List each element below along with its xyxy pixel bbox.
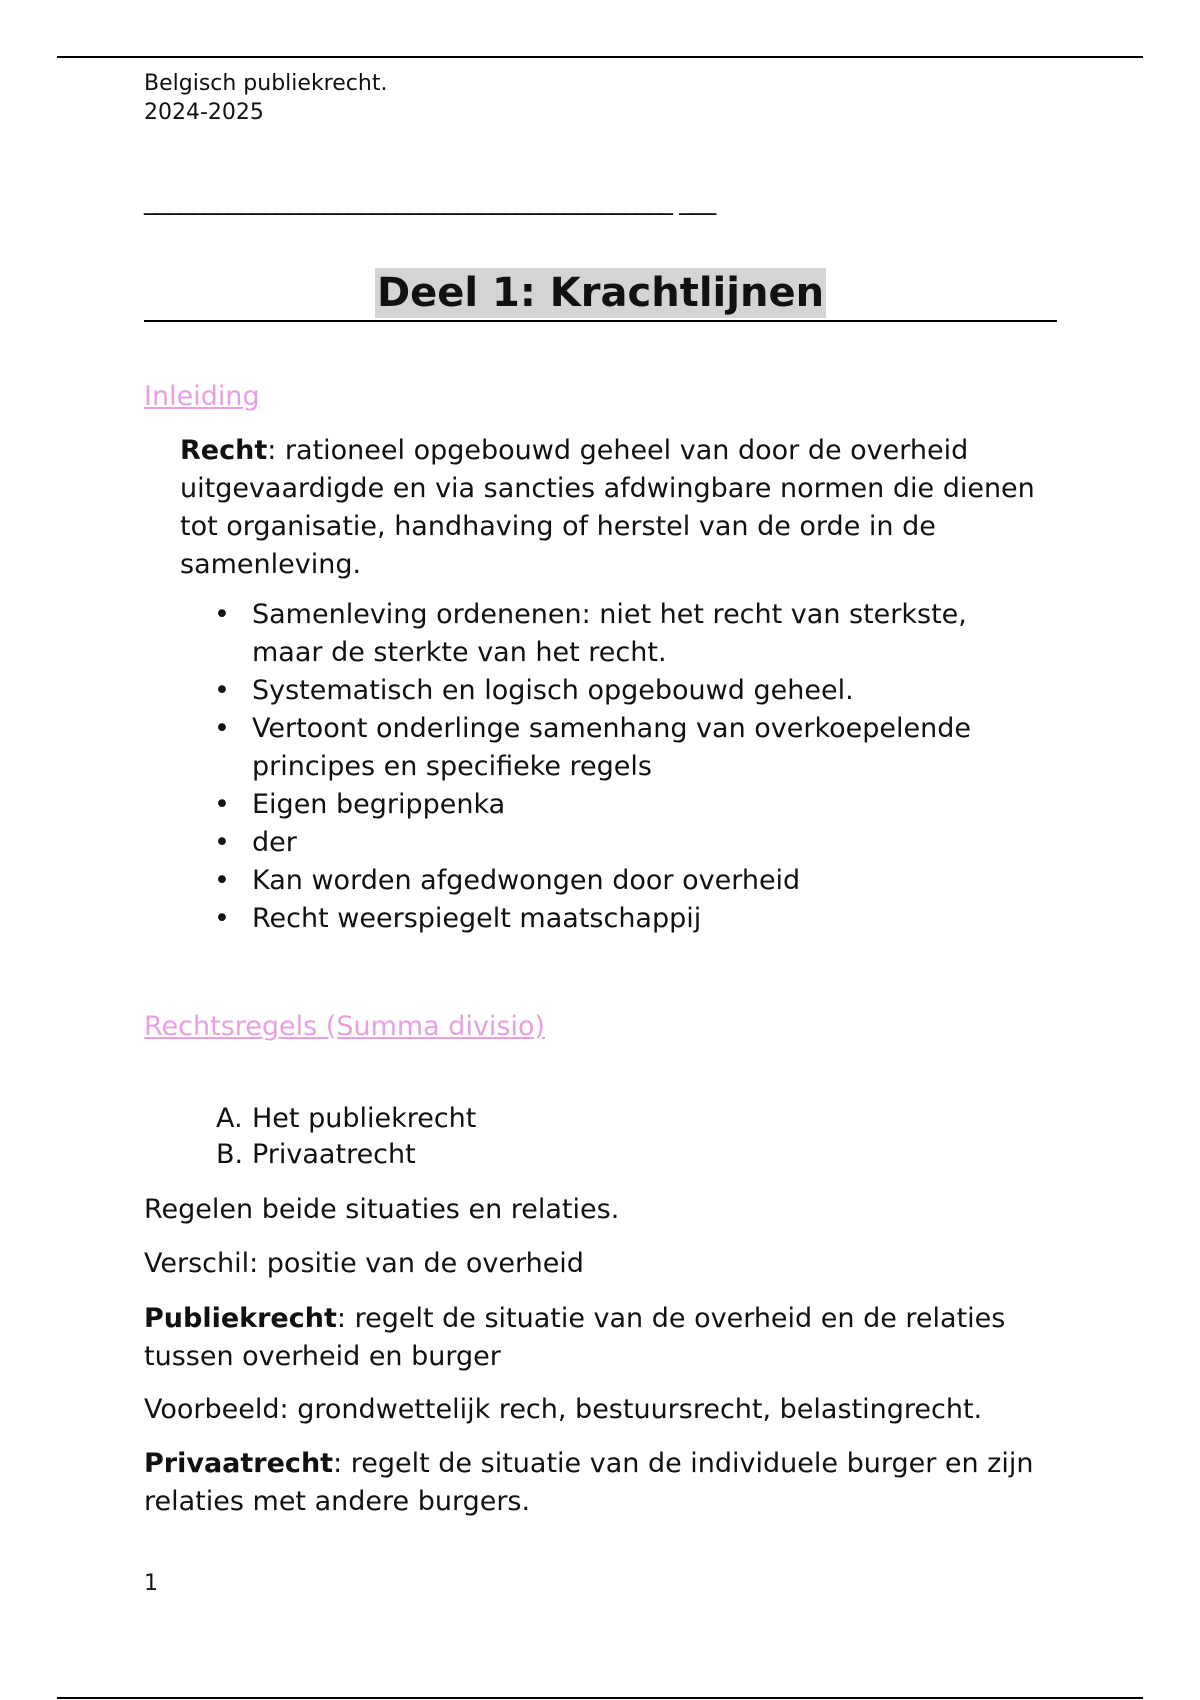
recht-term: Recht	[180, 435, 268, 466]
list-item: • Eigen begrippenka	[180, 786, 1020, 824]
list-item: • Samenleving ordenenen: niet het recht van sterkste, maar de sterkte van het recht.	[180, 596, 1020, 672]
list-marker: B.	[216, 1139, 244, 1170]
publiekrecht-term: Publiekrecht	[144, 1303, 337, 1334]
header-course: Belgisch publiekrecht.	[144, 71, 388, 96]
list-item	[216, 1101, 476, 1137]
summa-divisio-list	[216, 1101, 476, 1173]
list-item: • der	[180, 824, 1020, 862]
publiekrecht-definition-text: : regelt de situatie van de overheid en de relaties tussen overheid en burger	[144, 1303, 1006, 1372]
section-heading-inleiding[interactable]: Inleiding	[144, 381, 260, 412]
title-block	[144, 268, 1057, 322]
separator-line: ____________________________________________ ___	[144, 186, 716, 216]
privaatrecht-term: Privaatrecht	[144, 1448, 334, 1479]
privaatrecht-definition	[144, 1445, 1060, 1521]
list-item-text: Privaatrecht	[252, 1139, 416, 1170]
header-year: 2024-2025	[144, 100, 264, 125]
list-item: • Recht weerspiegelt maatschappij	[180, 900, 1020, 938]
list-item: • Vertoont onderlinge samenhang van overkoepelende principes en specifieke regels	[180, 710, 1020, 786]
recht-bullet-list	[180, 596, 1020, 938]
paragraph-verschil: Verschil: positie van de overheid	[144, 1248, 584, 1279]
recht-definition-text: : rationeel opgebouwd geheel van door de overheid uitgevaardigde en via sancties afdwingbare normen die dienen tot organisatie, handhaving of herstel van de orde in de samenleving.	[180, 435, 1035, 580]
publiekrecht-definition	[144, 1300, 1060, 1376]
list-item	[216, 1137, 476, 1173]
paragraph-voorbeeld: Voorbeeld: grondwettelijk rech, bestuursrecht, belastingrecht.	[144, 1394, 983, 1425]
list-marker: A.	[216, 1103, 243, 1134]
section-heading-rechtsregels[interactable]: Rechtsregels (Summa divisio)	[144, 1011, 546, 1042]
list-item: • Kan worden afgedwongen door overheid	[180, 862, 1020, 900]
recht-definition	[180, 432, 1040, 584]
privaatrecht-definition-text: : regelt de situatie van de individuele burger en zijn relaties met andere burgers.	[144, 1448, 1034, 1517]
bottom-rule	[57, 1697, 1143, 1699]
list-item-text: Het publiekrecht	[252, 1103, 477, 1134]
top-rule	[57, 56, 1143, 58]
page-title: Deel 1: Krachtlijnen	[376, 270, 825, 316]
list-item: • Systematisch en logisch opgebouwd geheel.	[180, 672, 1020, 710]
paragraph-regelen: Regelen beide situaties en relaties.	[144, 1194, 620, 1225]
page-number: 1	[144, 1571, 158, 1596]
